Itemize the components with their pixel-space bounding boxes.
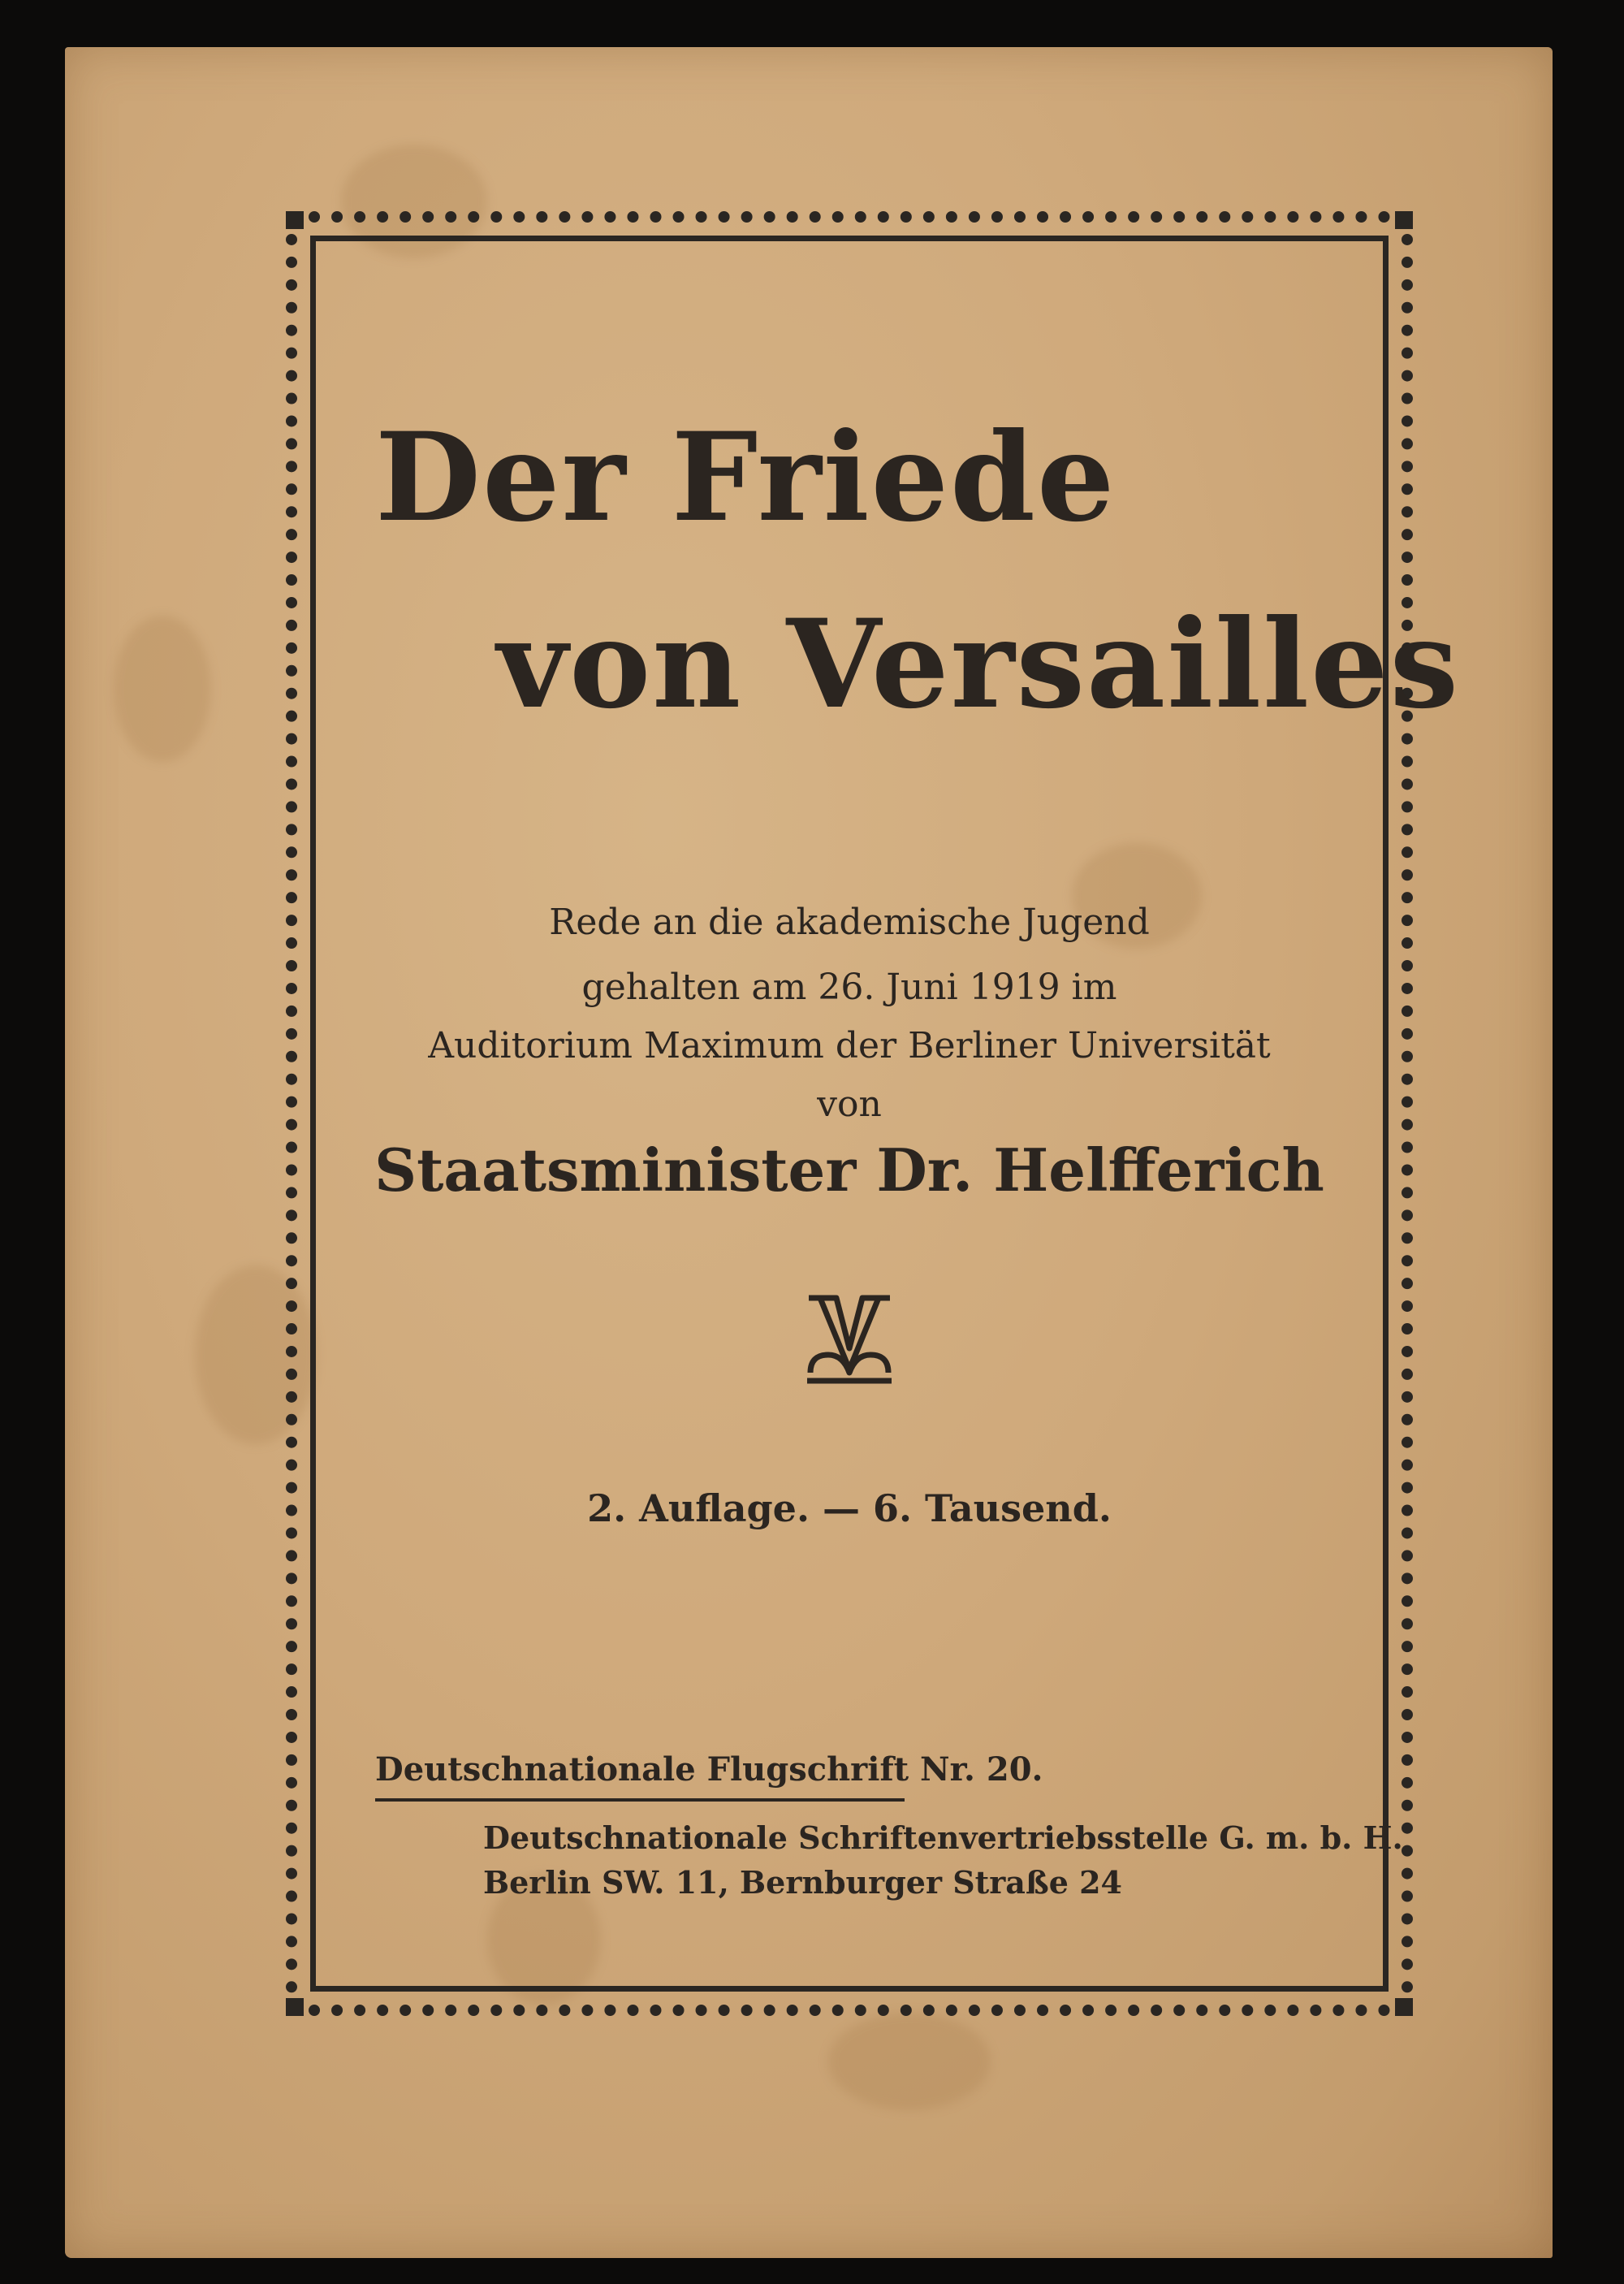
paper-stain	[114, 616, 211, 762]
border-corner	[286, 1998, 304, 2016]
paper-stain	[828, 2013, 991, 2110]
author-name: Staatsminister Dr. Helfferich	[374, 1136, 1324, 1205]
publisher-monogram-icon	[804, 1291, 895, 1387]
edition-note: 2. Auflage. — 6. Tausend.	[587, 1486, 1112, 1530]
title-line-2: von Versailles	[497, 593, 1461, 736]
publisher-name: Deutschnationale Schriftenvertriebsstelle G. m. b. H.	[483, 1819, 1403, 1856]
border-corner	[1395, 211, 1413, 229]
series-label: Deutschnationale Flugschrift Nr. 20.	[375, 1750, 1043, 1789]
subtitle-line-2: gehalten am 26. Juni 1919 im	[581, 967, 1117, 1008]
publisher-address: Berlin SW. 11, Bernburger Straße 24	[483, 1864, 1122, 1901]
title-line-1: Der Friede	[375, 406, 1116, 549]
series-underline	[375, 1798, 905, 1802]
border-corner	[1395, 1998, 1413, 2016]
subtitle-line-1: Rede an die akademische Jugend	[549, 902, 1150, 943]
subtitle-line-4: von	[817, 1084, 882, 1125]
subtitle-line-3: Auditorium Maximum der Berliner Universität	[428, 1025, 1271, 1066]
border-corner	[286, 211, 304, 229]
